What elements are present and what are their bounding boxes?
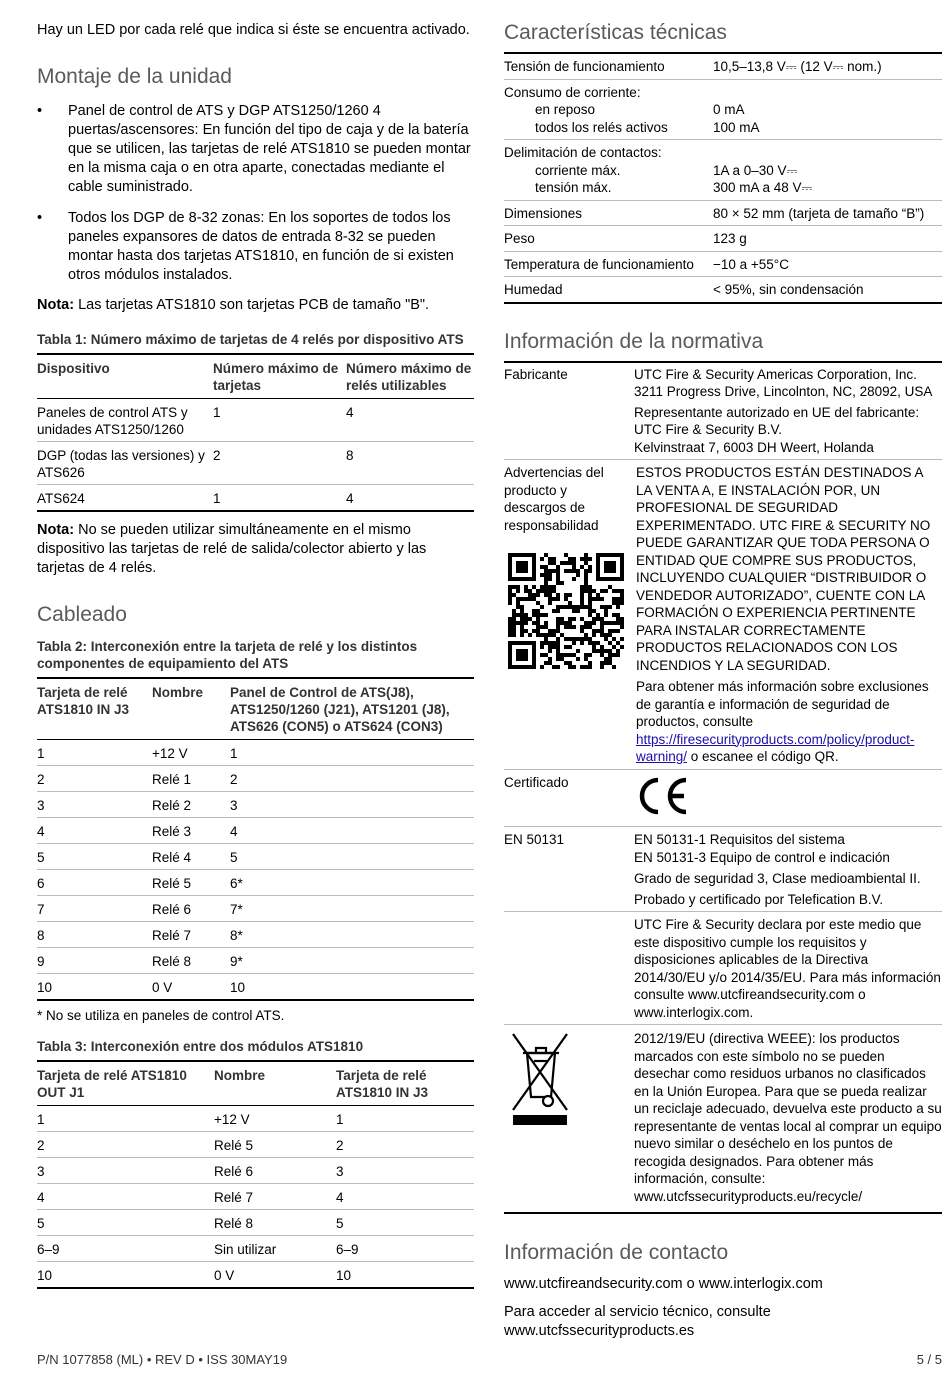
table-cell: Relé 2 [152,798,192,813]
col-header: Nombre [152,685,204,700]
table-cell: +12 V [152,746,188,761]
spec-value: 123 g [713,231,747,246]
spec-row [504,226,942,252]
table-cell: 4 [336,1189,344,1205]
col-header: Tarjeta de relé ATS1810 IN J3 [37,685,130,717]
table-cell: 2 [37,1137,45,1153]
spec-label: Temperatura de funcionamiento [504,256,694,272]
table-header-row [37,1061,474,1106]
spec-value: 10,5–13,8 V⎓ (12 V⎓ nom.) [713,59,882,74]
note-text: Las tarjetas ATS1810 son tarjetas PCB de tamaño "B". [74,297,430,313]
caption-label: Tabla 2 [37,639,83,654]
note-1 [37,296,474,315]
note-2 [37,521,474,578]
spec-group-label: Consumo de corriente: [504,84,641,100]
caption-text: : Interconexión entre la tarjeta de relé y los distintos componentes de equipamiento del ATS [37,639,418,671]
note-label: Nota: [37,297,75,313]
left-column [37,0,474,1289]
table-cell: 10 [37,1267,53,1283]
table-cell: 7* [230,902,243,917]
caption-text: Número máximo de tarjetas de 4 relés por dispositivo ATS [87,332,464,347]
normativa-value [634,827,942,912]
spec-label: Humedad [504,282,563,297]
footer-page-number: 5 / 5 [916,1352,942,1367]
col-header: Tarjeta de relé ATS1810 OUT J1 [37,1067,187,1100]
caption-text: Interconexión entre dos módulos ATS1810 [87,1038,364,1054]
address-line: 3211 Progress Drive, Lincolnton, NC, 28092, USA [634,384,933,399]
table-cell: 9 [37,954,45,969]
warning-link[interactable]: https://firesecurityproducts.com/policy/product-warning/ [636,731,915,764]
table-cell: Paneles de control ATS y unidades ATS1250/1260 [37,405,188,437]
table-cell: Relé 5 [214,1137,254,1153]
table-row [37,792,474,818]
table-cell: 9* [230,954,243,969]
table-cell: 3 [37,1163,45,1179]
table-cell: Relé 7 [214,1189,254,1205]
table-3-caption [37,1038,474,1055]
table-cell: 1 [213,491,221,506]
advert-more: Para obtener más información sobre exclusiones de garantía e información de seguridad de productos, consulte [636,679,929,729]
table-cell: Sin utilizar [214,1241,277,1257]
normativa-label: EN 50131 [504,832,565,847]
address-line: UTC Fire & Security Americas Corporation, Inc. [634,366,917,382]
table-cell: 1 [37,1111,45,1127]
table-2-caption [37,638,474,672]
spec-row [504,79,942,140]
spec-subvalue: 0 mA [713,102,745,117]
table-cell: 8 [346,448,354,463]
address-line: Kelvinstraat 7, 6003 DH Weert, Holanda [634,439,874,455]
table-header-row [37,678,474,740]
normativa-value: UTC Fire & Security declara por este medio que este dispositivo cumple los requisitos y disposiciones aplicables de la Directiva 2014/30/EU y/o 2014/35/EU. Para más información consulte www.utcfireandsecurity.com o www.interlogix.com. [634,917,941,1020]
table-row [37,1235,474,1261]
spec-value [713,79,942,140]
table-cell: 6–9 [336,1241,359,1257]
normativa-value: 2012/19/EU (directiva WEEE): los productos marcados con este símbolo no se pueden desechar como residuos urbanos no clasificados en la Unión Europea. Para que se pueda realizar un reciclaje adecuado, devuelva este producto a su representante de ventas local al comprar un equipo nuevo similar o deséchelo en los puntos de recogida designados. Para obtener más información, consulte: www.utcfssecurityproducts.eu/recycle/ [634,1031,942,1204]
table-row [37,1105,474,1131]
table-cell: 4 [346,491,354,506]
table-cell: 5 [230,850,238,865]
table-cell: Relé 6 [152,902,192,917]
table-cell: 3 [336,1163,344,1179]
advert-more-text [636,678,942,766]
normativa-label: Fabricante [504,366,568,382]
normativa-row [504,1025,942,1214]
table-cell: 10 [37,980,53,995]
table-row [37,1183,474,1209]
table-row [37,766,474,792]
col-header: Número máximo de tarjetas [213,361,339,393]
spec-row [504,251,942,277]
table-cell: Relé 6 [214,1163,254,1179]
normativa-value [634,769,942,827]
table-cell: DGP (todas las versiones) y ATS626 [37,448,205,480]
spec-label: Dimensiones [504,205,583,221]
spec-label [504,140,713,201]
spec-value: 80 × 52 mm (tarjeta de tamaño “B”) [713,205,925,221]
advert-end: o escanee el código QR. [687,749,839,764]
bullet-text: Panel de control de ATS y DGP ATS1250/1260 4 puertas/ascensores: En función del tipo de caja y de la batería que se utilicen, las tarjetas de relé ATS1810 se pueden montar en la misma caja o en otra aparte, conectadas mediante el cable suministrado. [68,103,471,195]
spec-row [504,53,942,79]
ce-mark-icon [634,776,690,816]
normativa-label [504,912,634,1025]
table-row [37,1209,474,1235]
advert-label: Advertencias del producto y descargos de responsabilidad [504,465,604,533]
cableado-heading: Cableado [37,603,127,626]
table-row [37,922,474,948]
normativa-value [634,362,942,460]
table-cell: 2 [336,1137,344,1153]
spec-sublabel: corriente máx. [535,162,621,178]
table-cell: 4 [230,824,238,839]
spec-subvalue: 100 mA [713,119,760,135]
spec-label: Tensión de funcionamiento [504,59,665,74]
spec-label: Peso [504,231,535,246]
note-label: Nota: [37,522,75,538]
probado-text: Probado y certificado por Telefication B.V. [634,891,884,907]
weee-bin-icon [510,1031,570,1127]
table-cell: 1 [230,746,238,761]
table-row [37,818,474,844]
table-cell: 2 [213,448,221,463]
spec-value [713,140,942,201]
table-cell: 1 [37,746,45,761]
table-row [37,948,474,974]
qr-code-icon [508,553,624,669]
table-cell: 8 [37,928,45,943]
table-row [37,844,474,870]
normativa-table [504,361,942,1215]
table-cell: 1 [213,405,221,420]
table-cell: Relé 7 [152,928,192,943]
spec-row [504,140,942,201]
table-row [37,1131,474,1157]
grado-text: Grado de seguridad 3, Clase medioambiental II. [634,871,921,886]
normativa-row [504,460,942,770]
spec-group-label: Delimitación de contactos: [504,145,662,160]
table-cell: 5 [37,1215,45,1231]
contacto-servicio: Para acceder al servicio técnico, consulte www.utcfssecurityproducts.es [504,1304,771,1339]
advert-caps-text: ESTOS PRODUCTOS ESTÁN DESTINADOS A LA VENTA A, E INSTALACIÓN POR, UN PROFESIONAL DE SEGURIDAD EXPERIMENTADO. UTC FIRE & SECURITY NO PUEDE GARANTIZAR QUE TODA PERSONA O ENTIDAD QUE COMPRE SUS PRODUCTOS, INCLUYENDO CUALQUIER “DISTRIBUIDOR O VENDEDOR AUTORIZADO”, CUENTE CON LA FORMACIÓN O EXPERIENCIA PERTINENTE PARA INSTALAR CORRECTAMENTE PRODUCTOS RELACIONADOS CON LOS INCENDIOS Y LA SEGURIDAD. [636,465,931,673]
spec-sublabel: tensión máx. [535,180,612,195]
table-row [37,485,474,512]
normativa-row [504,827,942,912]
address-line: UTC Fire & Security B.V. [634,422,783,437]
table-header-row [37,354,474,399]
bullet-symbol: • [37,210,43,226]
table-2-footnote: * No se utiliza en paneles de control ATS. [37,1008,285,1023]
en-line: EN 50131-3 Equipo de control e indicación [634,849,890,865]
specs-table [504,52,942,304]
normativa-row [504,769,942,827]
table-cell: 6* [230,876,243,891]
spec-row [504,200,942,226]
spec-label [504,79,713,140]
col-header: Dispositivo [37,361,110,376]
bullet-symbol: • [37,103,43,119]
table-cell: 2 [37,772,45,787]
table-cell: Relé 8 [214,1215,254,1231]
table-cell: 6 [37,876,45,891]
right-column [504,0,942,1341]
spec-subvalue: 300 mA a 48 V⎓ [713,180,813,195]
table-cell: 4 [37,824,45,839]
normativa-row [504,362,942,460]
table-cell: Relé 8 [152,954,192,969]
caption-label: Tabla 1: [37,332,88,347]
table-cell: Relé 5 [152,876,192,891]
table-1-caption [37,331,474,348]
spec-value: −10 a +55°C [713,256,789,272]
contacto-web: www.utcfireandsecurity.com o www.interlogix.com [504,1276,823,1292]
montaje-heading: Montaje de la unidad [37,65,232,88]
intro-text: Hay un LED por cada relé que indica si éste se encuentra activado. [37,22,470,38]
table-2 [37,677,474,1001]
table-row [37,1157,474,1183]
table-cell: ATS624 [37,491,85,506]
specs-heading: Características técnicas [504,21,727,44]
col-header: Panel de Control de ATS(J8), ATS1250/1260 (J21), ATS1201 (J8), ATS626 (CON5) o ATS624 (CON3) [230,685,450,734]
normativa-label [504,1025,634,1214]
bullet-text: Todos los DGP de 8-32 zonas: En los soportes de todos los paneles expansores de datos de entrada 8-32 se pueden montar hasta dos tarjetas ATS1810, en función de si existen otros módulos instalados. [68,210,454,283]
normativa-row [504,912,942,1025]
note-text: No se pueden utilizar simultáneamente en el mismo dispositivo las tarjetas de relé de salida/colector abierto y las tarjetas de 4 relés. [37,522,427,576]
normativa-label: Certificado [504,774,569,790]
address-line: Representante autorizado en UE del fabricante: [634,404,920,420]
spec-sublabel: todos los relés activos [535,119,668,135]
contacto-heading: Información de contacto [504,1241,729,1264]
table-cell: 4 [37,1189,45,1205]
caption-label: Tabla 3: [37,1038,88,1054]
table-cell: Relé 4 [152,850,192,865]
footer-part-number: P/N 1077858 (ML) • REV D • ISS 30MAY19 [37,1352,288,1367]
col-header: Tarjeta de relé ATS1810 IN J3 [336,1067,429,1100]
table-3 [37,1060,474,1289]
table-cell: 7 [37,902,45,917]
table-cell: 6–9 [37,1241,60,1257]
table-row [37,870,474,896]
bullet-item [37,102,474,197]
table-cell: +12 V [214,1111,250,1127]
en-line: EN 50131-1 Requisitos del sistema [634,832,845,847]
normativa-value [634,460,942,770]
table-cell: 1 [336,1111,344,1127]
table-row [37,399,474,442]
col-header: Número máximo de relés utilizables [346,361,472,393]
table-cell: 3 [230,798,238,813]
table-cell: Relé 3 [152,824,192,839]
table-row [37,1261,474,1288]
table-cell: 10 [336,1267,352,1283]
table-row [37,442,474,485]
table-row [37,740,474,766]
table-cell: 2 [230,772,238,787]
col-header: Nombre [214,1067,266,1083]
table-cell: 10 [230,980,246,995]
normativa-label [504,460,634,770]
table-cell: Relé 1 [152,772,192,787]
table-1 [37,353,474,512]
table-cell: 5 [336,1215,344,1231]
table-row [37,974,474,1001]
table-cell: 0 V [214,1267,235,1283]
spec-sublabel: en reposo [535,102,596,117]
spec-row [504,277,942,303]
table-cell: 8* [230,928,243,943]
table-cell: 0 V [152,980,173,995]
table-cell: 5 [37,850,45,865]
bullet-item [37,209,474,285]
spec-subvalue: 1A a 0–30 V⎓ [713,162,798,178]
table-cell: 3 [37,798,45,813]
normativa-heading: Información de la normativa [504,329,764,353]
table-cell: 4 [346,405,354,420]
spec-value: < 95%, sin condensación [713,282,864,297]
table-row [37,896,474,922]
